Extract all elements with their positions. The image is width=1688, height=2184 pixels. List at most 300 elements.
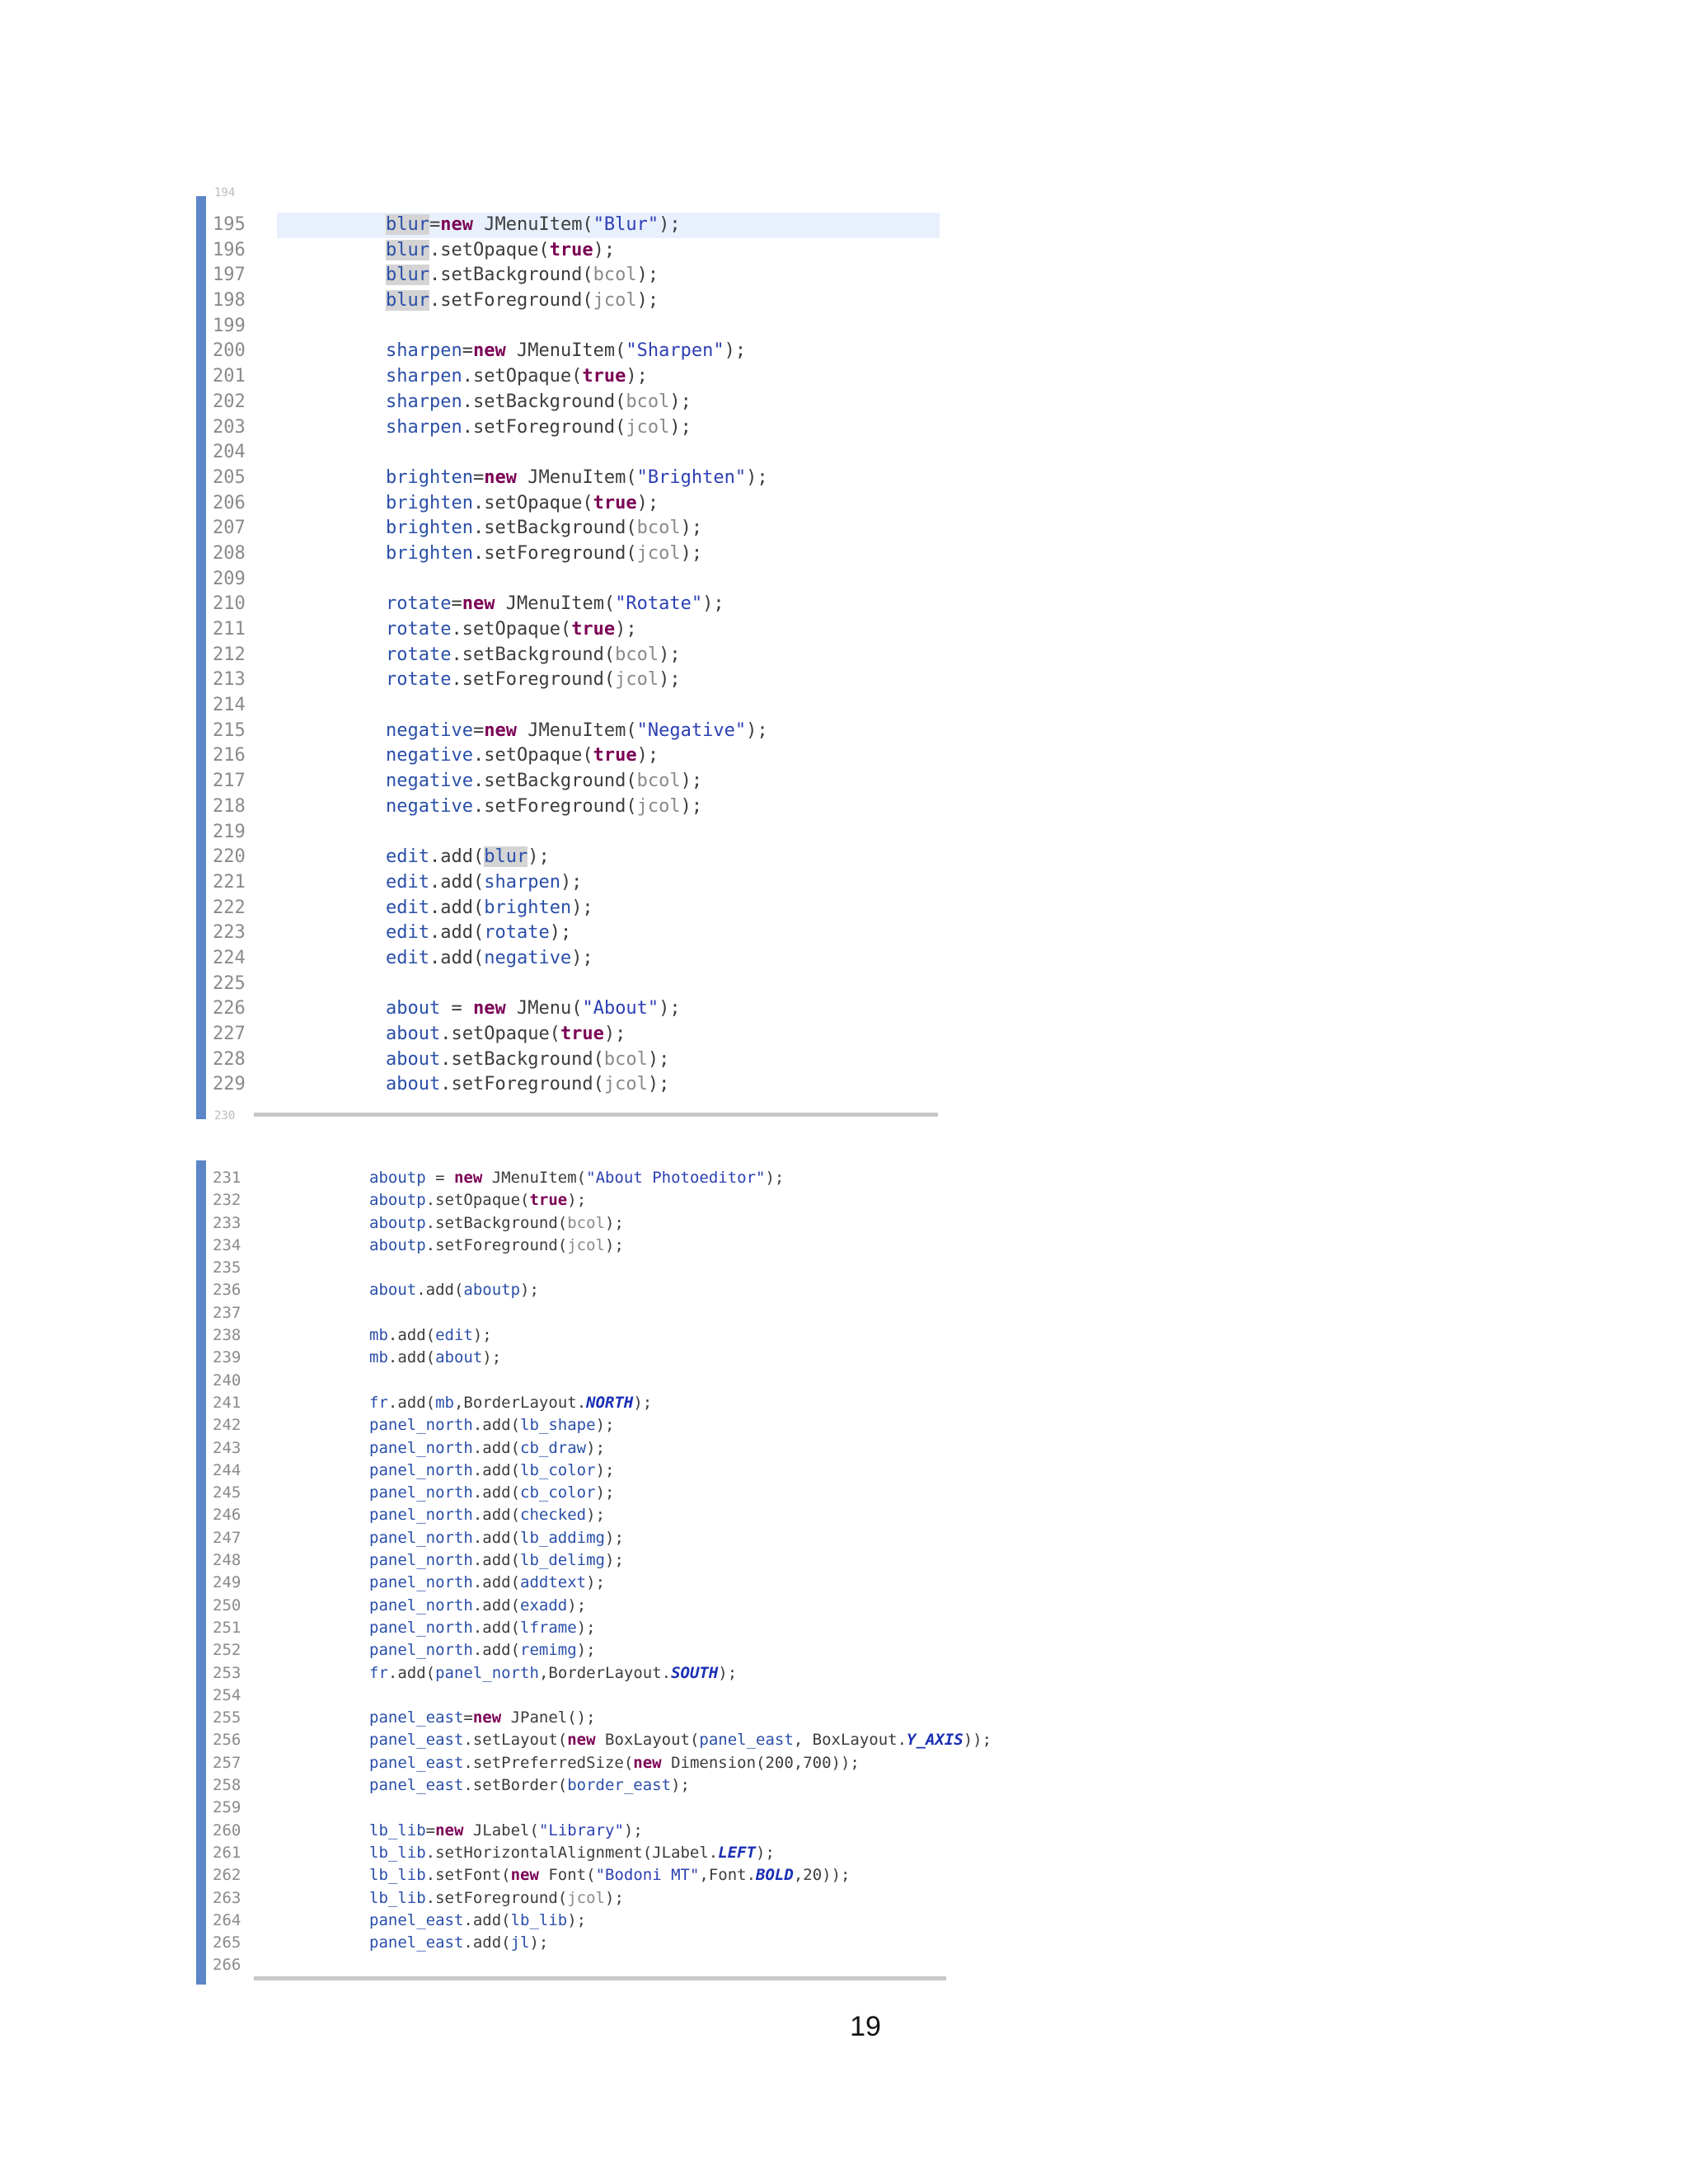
line-number: 209 xyxy=(213,568,246,589)
code-line xyxy=(213,1864,1053,1886)
code-line xyxy=(213,1932,1053,1954)
line-number: 223 xyxy=(213,922,246,944)
line-number: 263 xyxy=(213,1888,241,1907)
code-token: edit xyxy=(386,871,429,893)
code-text xyxy=(386,1072,669,1098)
code-text xyxy=(386,415,692,441)
code-token: exadd xyxy=(520,1596,568,1615)
code-text xyxy=(386,617,637,643)
code-token: jcol xyxy=(615,669,659,691)
code-token: negative xyxy=(386,771,473,792)
code-token: = xyxy=(425,1821,436,1840)
code-line xyxy=(213,364,940,390)
code-token: ); xyxy=(567,1910,587,1929)
code-text xyxy=(369,1639,596,1661)
code-token: ); xyxy=(472,1326,492,1345)
code-token: lb_lib xyxy=(369,1821,426,1840)
code-text xyxy=(386,364,648,390)
code-line xyxy=(213,390,940,415)
code-token: panel_east xyxy=(369,1933,464,1952)
code-text xyxy=(386,743,659,769)
code-token: mb xyxy=(435,1393,454,1412)
code-token: .setPreferredSize( xyxy=(463,1753,634,1772)
line-number: 243 xyxy=(213,1438,241,1457)
code-line xyxy=(213,1887,1053,1910)
code-token: panel_north xyxy=(435,1663,539,1682)
code-text xyxy=(369,1460,614,1482)
code-token: jcol xyxy=(626,416,670,438)
code-token: panel_east xyxy=(369,1910,464,1929)
line-number: 245 xyxy=(213,1483,241,1502)
code-token: about xyxy=(386,1048,441,1070)
code-line xyxy=(213,1527,1053,1549)
code-token: ); xyxy=(626,366,648,387)
code-text xyxy=(386,769,702,794)
line-number: 197 xyxy=(213,265,246,286)
code-token: lb_lib xyxy=(510,1910,568,1929)
line-number: 213 xyxy=(213,669,246,691)
code-line xyxy=(213,794,940,820)
code-text xyxy=(386,339,746,364)
code-token: new xyxy=(567,1731,596,1750)
horizontal-scrollbar[interactable] xyxy=(254,1976,946,1980)
code-text xyxy=(369,1864,850,1886)
code-token: ); xyxy=(669,391,692,412)
horizontal-scrollbar[interactable] xyxy=(254,1113,938,1117)
line-number: 228 xyxy=(213,1048,246,1070)
line-number: 254 xyxy=(213,1685,241,1704)
code-token: sharpen xyxy=(484,871,560,893)
code-token: ,BorderLayout. xyxy=(538,1663,672,1682)
code-token: new xyxy=(633,1753,662,1772)
code-line xyxy=(213,1370,1053,1392)
code-token: bcol xyxy=(593,265,637,286)
code-token: ); xyxy=(615,619,637,640)
code-text xyxy=(369,1729,992,1751)
code-token: BOLD xyxy=(756,1866,794,1885)
code-token: ); xyxy=(586,1573,606,1592)
line-number: 221 xyxy=(213,871,246,893)
code-token: brighten xyxy=(386,466,473,488)
code-line xyxy=(213,1954,1053,1976)
code-token: new xyxy=(462,593,495,615)
code-token: panel_north xyxy=(369,1416,473,1435)
code-text xyxy=(386,845,550,870)
line-number: 252 xyxy=(213,1641,241,1660)
code-token: new xyxy=(472,1708,502,1727)
code-token: ); xyxy=(647,1074,670,1095)
line-number: 264 xyxy=(213,1910,241,1929)
code-line xyxy=(213,541,940,567)
code-token: .setBackground( xyxy=(429,265,593,286)
code-line xyxy=(213,238,940,264)
line-number: 239 xyxy=(213,1348,241,1367)
code-token: rotate xyxy=(386,619,452,640)
line-number: 262 xyxy=(213,1866,241,1885)
line-number: 215 xyxy=(213,719,246,741)
code-text xyxy=(369,1774,690,1797)
code-token: about xyxy=(386,998,441,1019)
code-text xyxy=(369,1482,614,1504)
code-line xyxy=(213,1324,1053,1347)
line-number: 200 xyxy=(213,340,246,362)
code-line xyxy=(213,1072,940,1098)
code-token: JPanel(); xyxy=(501,1708,596,1727)
code-line xyxy=(213,896,940,921)
code-token: "Library" xyxy=(538,1821,624,1840)
code-text xyxy=(386,719,768,744)
code-token: ); xyxy=(671,1776,690,1795)
line-number: 265 xyxy=(213,1933,241,1952)
code-token: .add( xyxy=(387,1348,436,1367)
line-number: 198 xyxy=(213,290,246,312)
code-line xyxy=(213,1302,1053,1324)
code-token: brighten xyxy=(386,518,473,539)
code-token: edit xyxy=(435,1326,473,1345)
code-text xyxy=(369,1527,624,1549)
code-line xyxy=(213,1167,1053,1189)
code-text xyxy=(386,516,702,541)
code-token: .setBackground( xyxy=(440,1048,604,1070)
code-line xyxy=(213,1392,1053,1414)
code-token: true xyxy=(549,239,593,260)
code-text xyxy=(386,263,659,288)
code-line xyxy=(213,719,940,744)
code-token: brighten xyxy=(484,897,572,918)
code-token: ); xyxy=(724,340,747,362)
code-token: aboutp xyxy=(369,1213,426,1232)
line-number: 257 xyxy=(213,1753,241,1772)
code-token: ); xyxy=(718,1663,738,1682)
code-token: true xyxy=(560,1024,604,1044)
code-token: ); xyxy=(636,745,659,766)
code-token: blur xyxy=(386,214,429,235)
line-number: 236 xyxy=(213,1281,241,1300)
code-token: JMenu( xyxy=(505,998,583,1019)
line-number: 261 xyxy=(213,1843,241,1862)
code-token: lb_lib xyxy=(369,1843,426,1862)
line-number: 234 xyxy=(213,1235,241,1254)
code-token: border_east xyxy=(567,1776,672,1795)
code-line xyxy=(213,213,940,238)
code-lines xyxy=(213,1167,1053,1977)
code-token: ); xyxy=(659,214,681,235)
code-token: .add( xyxy=(472,1438,521,1457)
line-number: 244 xyxy=(213,1460,241,1479)
code-token: ); xyxy=(595,1483,615,1502)
code-token: rotate xyxy=(386,644,452,665)
line-number: 258 xyxy=(213,1776,241,1795)
code-token: ); xyxy=(636,492,659,513)
code-text xyxy=(386,946,593,972)
code-text xyxy=(369,1189,586,1212)
line-number: 219 xyxy=(213,821,246,842)
code-token: about xyxy=(369,1281,417,1300)
code-token: rotate xyxy=(484,922,550,944)
line-number: 195 xyxy=(213,214,246,235)
code-token: ); xyxy=(746,466,768,488)
code-token: = xyxy=(462,340,473,362)
code-text xyxy=(386,541,702,567)
line-number: 201 xyxy=(213,366,246,387)
code-token: ,20)); xyxy=(793,1866,851,1885)
code-line xyxy=(213,567,940,593)
code-token: ); xyxy=(567,1191,587,1210)
code-token: .add( xyxy=(472,1483,521,1502)
code-text xyxy=(386,491,659,517)
code-token: ); xyxy=(482,1348,502,1367)
code-line xyxy=(213,921,940,946)
code-line xyxy=(213,870,940,896)
code-line xyxy=(213,1437,1053,1460)
code-token: "About Photoeditor" xyxy=(586,1169,766,1187)
line-number: 204 xyxy=(213,442,246,463)
code-text xyxy=(369,1887,624,1910)
code-token: BoxLayout( xyxy=(595,1731,700,1750)
code-token: ); xyxy=(680,518,703,539)
line-number: 217 xyxy=(213,771,246,792)
code-line xyxy=(213,1685,1053,1707)
line-number: 214 xyxy=(213,695,246,716)
code-token: true xyxy=(571,619,616,640)
code-line xyxy=(213,1460,1053,1482)
partial-line-number-top: 194 xyxy=(214,186,236,199)
code-line xyxy=(213,592,940,617)
code-line xyxy=(213,743,940,769)
code-token: bcol xyxy=(626,391,670,412)
code-token: .add( xyxy=(472,1506,521,1525)
line-number: 206 xyxy=(213,492,246,513)
line-number: 253 xyxy=(213,1663,241,1682)
code-token: SOUTH xyxy=(671,1663,719,1682)
code-line xyxy=(213,820,940,846)
code-token: true xyxy=(593,745,637,766)
line-number: 224 xyxy=(213,947,246,968)
code-token: .add( xyxy=(472,1641,521,1660)
code-text xyxy=(386,643,681,668)
code-token: ); xyxy=(586,1438,606,1457)
code-token: negative xyxy=(386,745,473,766)
code-token: .add( xyxy=(472,1596,521,1615)
code-token: brighten xyxy=(386,492,473,513)
code-token: ); xyxy=(605,1528,624,1547)
code-token: ); xyxy=(528,846,550,868)
code-text xyxy=(386,1022,626,1047)
code-token: .setOpaque( xyxy=(472,492,593,513)
line-number: 216 xyxy=(213,745,246,766)
code-line xyxy=(213,1549,1053,1572)
code-token: ); xyxy=(680,795,703,817)
code-token: .setBackground( xyxy=(451,644,616,665)
code-line xyxy=(213,693,940,719)
code-token: fr xyxy=(369,1393,388,1412)
line-number: 208 xyxy=(213,542,246,564)
code-token: ); xyxy=(605,1213,624,1232)
code-line xyxy=(213,1729,1053,1751)
code-token: .setOpaque( xyxy=(472,745,593,766)
code-token: new xyxy=(510,1866,539,1885)
code-line xyxy=(213,1047,940,1073)
code-line xyxy=(213,946,940,972)
code-text xyxy=(369,1324,492,1347)
line-number: 225 xyxy=(213,972,246,994)
code-line xyxy=(213,1347,1053,1369)
code-token: ); xyxy=(593,239,616,260)
line-number: 203 xyxy=(213,416,246,438)
code-token: bcol xyxy=(636,518,681,539)
code-line xyxy=(213,1910,1053,1932)
code-token: aboutp xyxy=(463,1281,521,1300)
code-token: lb_color xyxy=(520,1460,596,1479)
code-token: about xyxy=(435,1348,483,1367)
code-token: new xyxy=(453,1169,483,1187)
code-line xyxy=(213,996,940,1022)
line-number: 250 xyxy=(213,1596,241,1615)
code-token: blur xyxy=(386,290,429,312)
code-token: panel_north xyxy=(369,1641,473,1660)
code-token: ); xyxy=(633,1393,653,1412)
code-text xyxy=(369,1549,624,1572)
code-token: bcol xyxy=(567,1213,605,1232)
code-token: ); xyxy=(529,1933,549,1952)
code-token: aboutp xyxy=(369,1191,426,1210)
code-token: "Blur" xyxy=(593,214,659,235)
code-token: ); xyxy=(605,1551,624,1570)
code-token: ); xyxy=(680,771,703,792)
code-token: ); xyxy=(576,1641,596,1660)
code-text xyxy=(386,238,615,264)
code-line xyxy=(213,1235,1053,1257)
code-token: panel_east xyxy=(369,1776,464,1795)
code-token: negative xyxy=(386,795,473,817)
code-token: ); xyxy=(605,1888,624,1907)
code-token: .setForeground( xyxy=(425,1888,568,1907)
code-token: jcol xyxy=(636,795,681,817)
code-token: .setForeground( xyxy=(462,416,626,438)
code-token: rotate xyxy=(386,593,452,615)
code-token: .add( xyxy=(387,1663,436,1682)
code-token: .add( xyxy=(472,1460,521,1479)
code-text xyxy=(369,1235,624,1257)
code-token: bcol xyxy=(615,644,659,665)
code-token: .add( xyxy=(387,1326,436,1345)
line-number: 207 xyxy=(213,518,246,539)
code-token: .add( xyxy=(472,1573,521,1592)
code-token: .add( xyxy=(429,922,485,944)
code-token: = xyxy=(440,998,473,1019)
line-number: 222 xyxy=(213,897,246,918)
line-number: 237 xyxy=(213,1303,241,1322)
code-token: .setOpaque( xyxy=(451,619,572,640)
code-token: true xyxy=(529,1191,568,1210)
line-number: 247 xyxy=(213,1528,241,1547)
page-number: 19 xyxy=(850,2011,881,2042)
code-token: panel_north xyxy=(369,1528,473,1547)
code-token: ); xyxy=(746,719,768,741)
code-lines xyxy=(213,213,940,1098)
line-number: 211 xyxy=(213,619,246,640)
code-token: panel_north xyxy=(369,1483,473,1502)
code-token: panel_north xyxy=(369,1596,473,1615)
code-line xyxy=(213,1022,940,1047)
code-token: ,BorderLayout. xyxy=(453,1393,587,1412)
code-text xyxy=(386,996,681,1022)
code-token: .setBackground( xyxy=(472,518,637,539)
line-number: 235 xyxy=(213,1258,241,1277)
code-text xyxy=(386,390,692,415)
line-number: 238 xyxy=(213,1326,241,1345)
code-token: bcol xyxy=(603,1048,648,1070)
line-number: 259 xyxy=(213,1798,241,1817)
code-token: = xyxy=(472,466,485,488)
line-number: 199 xyxy=(213,315,246,336)
code-token: panel_north xyxy=(369,1551,473,1570)
code-token: new xyxy=(484,719,517,741)
code-token: .setBackground( xyxy=(425,1213,568,1232)
code-line xyxy=(213,1797,1053,1819)
line-number: 241 xyxy=(213,1393,241,1412)
code-token: "Bodoni MT" xyxy=(595,1866,700,1885)
line-number: 220 xyxy=(213,846,246,868)
code-token: ); xyxy=(636,290,659,312)
code-token: = xyxy=(451,593,462,615)
code-token: blur xyxy=(386,265,429,286)
code-token: JMenuItem( xyxy=(516,719,637,741)
code-token: rotate xyxy=(386,669,452,691)
code-token: .setFont( xyxy=(425,1866,511,1885)
code-token: .add( xyxy=(429,897,485,918)
code-text xyxy=(369,1437,605,1460)
code-token: edit xyxy=(386,922,429,944)
code-token: = xyxy=(472,719,485,741)
code-text xyxy=(369,1572,605,1594)
code-text xyxy=(369,1842,775,1864)
code-token: .setForeground( xyxy=(429,290,593,312)
code-token: .add( xyxy=(472,1618,521,1637)
code-line xyxy=(213,1639,1053,1661)
code-line xyxy=(213,845,940,870)
code-token: .setForeground( xyxy=(472,542,637,564)
code-token: .setForeground( xyxy=(451,669,616,691)
code-token: ); xyxy=(680,542,703,564)
code-token: .add( xyxy=(429,871,485,893)
code-line xyxy=(213,1842,1053,1864)
code-token: ); xyxy=(586,1506,606,1525)
code-token: bcol xyxy=(636,771,681,792)
code-token: panel_north xyxy=(369,1460,473,1479)
code-token: panel_north xyxy=(369,1573,473,1592)
code-text xyxy=(369,1212,624,1235)
code-token: JMenuItem( xyxy=(516,466,637,488)
code-token: ); xyxy=(647,1048,670,1070)
code-token: jcol xyxy=(593,290,637,312)
code-line xyxy=(213,440,940,466)
code-token: JMenuItem( xyxy=(505,340,626,362)
code-text xyxy=(369,1167,784,1189)
code-token: ,Font. xyxy=(699,1866,757,1885)
editor-gutter xyxy=(196,1160,206,1985)
code-token: "Rotate" xyxy=(615,593,703,615)
code-text xyxy=(369,1662,737,1685)
code-token: remimg xyxy=(520,1641,577,1660)
code-token: ); xyxy=(702,593,724,615)
line-number: 212 xyxy=(213,644,246,665)
editor-gutter xyxy=(196,196,206,1119)
line-number: 226 xyxy=(213,998,246,1019)
line-number: 266 xyxy=(213,1956,241,1975)
code-text xyxy=(369,1414,614,1436)
code-token: cb_draw xyxy=(520,1438,587,1457)
